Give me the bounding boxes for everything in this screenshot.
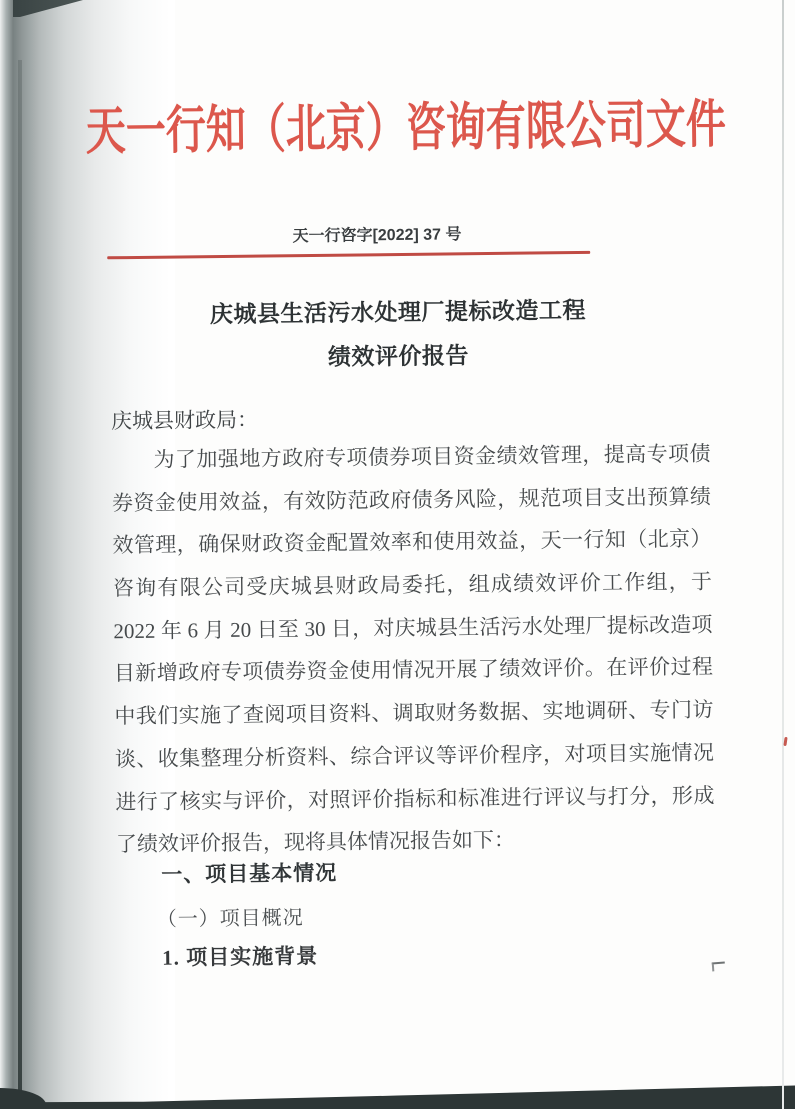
section-heading: 一、项目基本情况 bbox=[161, 861, 338, 887]
salutation: 庆城县财政局： bbox=[110, 407, 259, 434]
subsection-heading: （一）项目概况 bbox=[156, 907, 304, 931]
report-title-line2: 绩效评价报告 bbox=[327, 342, 470, 370]
body-line: 进行了核实与评价，对照评价指标和标准进行评议与打分，形成 bbox=[115, 782, 715, 814]
body-line: 咨询有限公司受庆城县财政局委托，组成绩效评价工作组，于 bbox=[112, 569, 713, 601]
body-line: 券资金使用效益，有效防范政府债务风险，规范项目支出预算绩 bbox=[111, 484, 712, 515]
subsubsection-heading: 1. 项目实施背景 bbox=[162, 943, 319, 970]
letterhead-title bbox=[15, 94, 795, 161]
body-line: 中我们实施了查阅项目资料、调取财务数据、实地调研、专门访 bbox=[114, 697, 714, 729]
body-line: 效管理，确保财政资金配置效率和使用效益，天一行知（北京） bbox=[112, 526, 712, 558]
body-line: 谈、收集整理分析资料、综合评议等评价程序，对项目实施情况 bbox=[114, 740, 715, 772]
body-paragraph bbox=[111, 432, 715, 866]
report-title-line1: 庆城县生活污水处理厂提标改造工程 bbox=[209, 296, 587, 328]
red-divider-rule bbox=[107, 251, 590, 259]
body-line: 为了加强地方政府专项债券项目资金绩效管理，提高专项债 bbox=[153, 441, 711, 472]
body-line: 2022 年 6 月 20 日至 30 日，对庆城县生活污水处理厂提标改造项 bbox=[113, 612, 713, 644]
document-number: 天一行咨字[2022] 37 号 bbox=[292, 226, 462, 246]
letterhead-text: 天一行知（北京）咨询有限公司文件 bbox=[85, 94, 727, 161]
report-title bbox=[98, 287, 699, 382]
body-line: 了绩效评价报告，现将具体情况报告如下： bbox=[115, 827, 515, 857]
body-line: 目新增政府专项债券资金使用情况开展了绩效评价。在评价过程 bbox=[113, 654, 714, 686]
